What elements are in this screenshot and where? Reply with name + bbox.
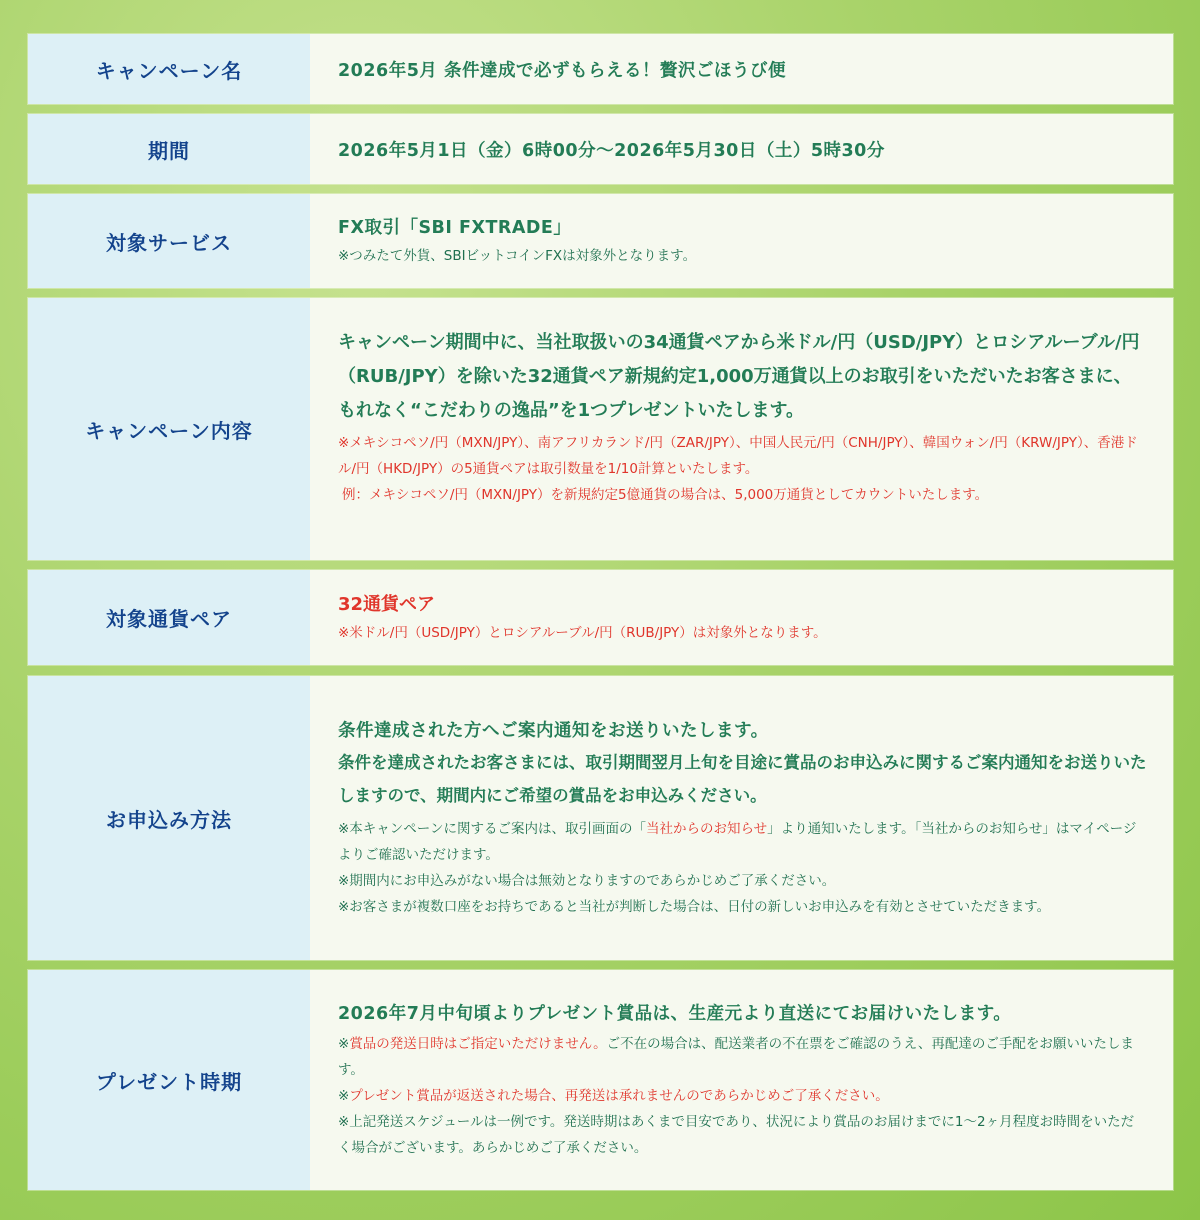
pairs-value-cell xyxy=(310,570,1173,665)
gift-note-delivery xyxy=(338,1031,1147,1083)
row-gift xyxy=(28,970,1173,1190)
row-campaign-name xyxy=(28,34,1173,104)
apply-main-text: 条件を達成されたお客さまには、取引期間翌月上旬を目途に賞品のお申込みに関するご案内通知をお送りいたしますので、期間内にご希望の賞品をお申込みください。 xyxy=(338,753,1147,805)
period-label: 期間 xyxy=(28,114,310,184)
row-pairs xyxy=(28,570,1173,665)
apply-note-multiple-accounts: ※お客さまが複数口座をお持ちであると当社が判断した場合は、日付の新しいお申込みを有効とさせていただきます。 xyxy=(338,899,1051,915)
apply-title: 条件達成された方へご案内通知をお送りいたします。 xyxy=(338,721,769,741)
content-value-cell xyxy=(310,298,1173,560)
service-label: 対象サービス xyxy=(28,194,310,288)
apply-note-notice-b: 」より通知いたします。「当社からのお知らせ」はマイページよりご確認いただけます。 xyxy=(338,821,1137,863)
gift-label: プレゼント時期 xyxy=(28,970,310,1190)
gift-note-return xyxy=(338,1083,1147,1109)
campaign-name-label: キャンペーン名 xyxy=(28,34,310,104)
apply-note-notice-a: ※本キャンペーンに関するご案内は、取引画面の「 xyxy=(338,821,647,837)
campaign-name-value-cell xyxy=(310,34,1173,104)
apply-note-deadline: ※期間内にお申込みがない場合は無効となりますのであらかじめご了承ください。 xyxy=(338,873,836,889)
service-note: ※つみたて外貨、SBIビットコインFXは対象外となります。 xyxy=(338,247,697,264)
row-apply xyxy=(28,676,1173,960)
row-period xyxy=(28,114,1173,184)
apply-note-notice xyxy=(338,816,1147,868)
row-content xyxy=(28,298,1173,560)
pairs-label: 対象通貨ペア xyxy=(28,570,310,665)
content-note-ratio: ※メキシコペソ/円（MXN/JPY）、南アフリカランド/円（ZAR/JPY）、中国人民元/円（CNH/JPY）、韓国ウォン/円（KRW/JPY）、香港ドル/円（HKD/JPY）の5通貨ペアは取引数量を1/10計算といたします。 xyxy=(338,435,1138,477)
service-text: FX取引「SBI FXTRADE」 xyxy=(338,217,572,238)
content-label: キャンペーン内容 xyxy=(28,298,310,560)
content-main-text: キャンペーン期間中に、当社取扱いの34通貨ペアから米ドル/円（USD/JPY）とロシアルーブル/円（RUB/JPY）を除いた32通貨ペア新規約定1,000万通貨以上のお取引をいただいたお客さまに、もれなく“こだわりの逸品”を1つプレゼントいたします。 xyxy=(338,332,1140,421)
pairs-text: 32通貨ペア xyxy=(338,593,436,615)
gift-note-delivery-red: 賞品の発送日時はご指定いただけません。 xyxy=(349,1036,607,1052)
content-note-example: 例：メキシコペソ/円（MXN/JPY）を新規約定5億通貨の場合は、5,000万通貨としてカウントいたします。 xyxy=(342,487,989,503)
gift-note-delivery-mark: ※ xyxy=(338,1036,350,1052)
apply-note-notice-red: 当社からのお知らせ xyxy=(646,821,768,837)
campaign-name-text: 2026年5月 条件達成で必ずもらえる！贅沢ごほうび便 xyxy=(338,60,786,81)
gift-note-return-mark: ※ xyxy=(338,1088,350,1104)
gift-value-cell xyxy=(310,970,1173,1190)
period-text: 2026年5月1日（金）6時00分〜2026年5月30日（土）5時30分 xyxy=(338,140,885,161)
pairs-note: ※米ドル/円（USD/JPY）とロシアルーブル/円（RUB/JPY）は対象外となります。 xyxy=(338,624,827,641)
period-value-cell xyxy=(310,114,1173,184)
apply-label: お申込み方法 xyxy=(28,676,310,960)
row-service xyxy=(28,194,1173,288)
gift-note-return-red: プレゼント賞品が返送された場合、再発送は承れませんのであらかじめご了承ください。 xyxy=(349,1088,889,1104)
gift-title: 2026年7月中旬頃よりプレゼント賞品は、生産元より直送にてお届けいたします。 xyxy=(338,1004,1012,1024)
gift-note-schedule: ※上記発送スケジュールは一例です。発送時期はあくまで目安であり、状況により賞品のお届けまでに1〜2ヶ月程度お時間をいただく場合がございます。あらかじめご了承ください。 xyxy=(338,1114,1135,1156)
gift-note-delivery-b: ご不在の場合は、配送業者の不在票をご確認のうえ、再配達のご手配をお願いいたします。 xyxy=(338,1036,1134,1078)
apply-value-cell xyxy=(310,676,1173,960)
service-value-cell xyxy=(310,194,1173,288)
